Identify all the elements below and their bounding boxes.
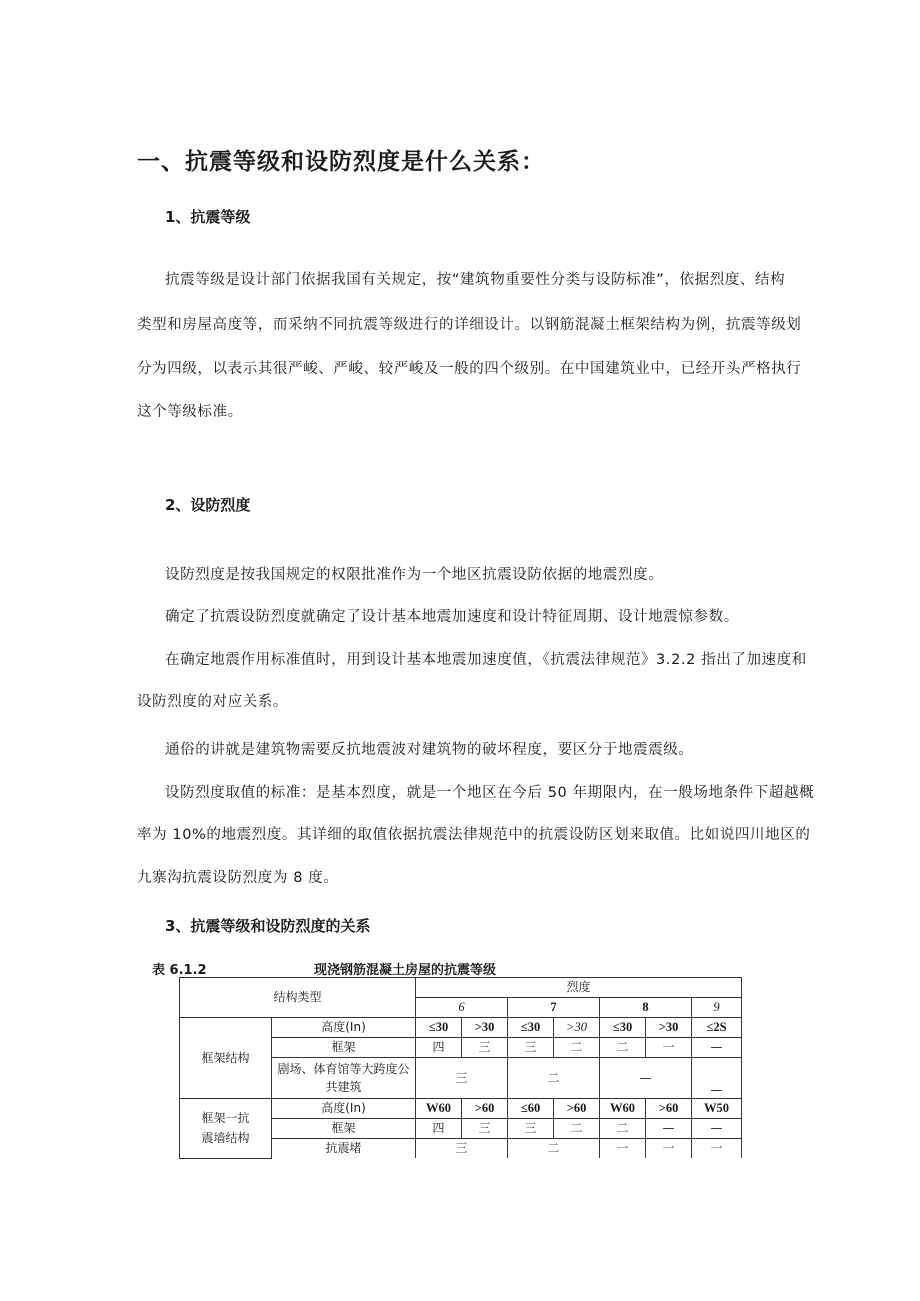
intensity-7: 7 bbox=[508, 998, 600, 1018]
frame-height-cell: >30 bbox=[554, 1018, 600, 1038]
wall-structure-label bbox=[180, 1099, 272, 1159]
wall-frame-label: 框架 bbox=[272, 1119, 416, 1139]
frame-hall-grade: 二 bbox=[508, 1058, 600, 1099]
wall-height-cell: W60 bbox=[416, 1099, 462, 1119]
wall-frame-grade: — bbox=[692, 1119, 742, 1139]
frame-grade-cell: 二 bbox=[554, 1038, 600, 1058]
wall-frame-grade: 二 bbox=[554, 1119, 600, 1139]
section-2-line-7: 率为 10%的地震烈度。其详细的取值依据抗震法律规范中的抗震设防区划来取值。比如说四川地区的 bbox=[137, 827, 811, 843]
section-1-line-1: 抗震等级是设计部门依据我国有关规定，按“建筑物重要性分类与设防标准”，依据烈度、结构 bbox=[165, 272, 786, 288]
frame-grade-cell: 二 bbox=[600, 1038, 646, 1058]
section-1-line-2: 类型和房屋高度等，而采纳不同抗震等级进行的详细设计。以钢筋混凝土框架结构为例，抗震等级划 bbox=[137, 317, 802, 333]
wall-shear-grade: 一 bbox=[646, 1139, 692, 1159]
wall-shear-grade: 二 bbox=[508, 1139, 600, 1159]
section-2-line-2: 确定了抗震设防烈度就确定了设计基本地震加速度和设计特征周期、设计地震惊参数。 bbox=[165, 609, 739, 625]
intensity-8: 8 bbox=[600, 998, 692, 1018]
wall-height-row bbox=[180, 1099, 742, 1119]
frame-height-cell: ≤30 bbox=[508, 1018, 554, 1038]
wall-height-label: 高度(In) bbox=[272, 1099, 416, 1119]
frame-height-cell: ≤30 bbox=[416, 1018, 462, 1038]
frame-grade-cell: 四 bbox=[416, 1038, 462, 1058]
wall-structure-label-line-2: 震墙结构 bbox=[201, 1131, 250, 1146]
frame-height-label: 高度(In) bbox=[272, 1018, 416, 1038]
intensity-6: 6 bbox=[416, 998, 508, 1018]
frame-frame-label: 框架 bbox=[272, 1038, 416, 1058]
wall-shear-grade: 三 bbox=[416, 1139, 508, 1159]
frame-hall-label-line-1: 剧场、体育馆等大跨度公 bbox=[277, 1062, 410, 1076]
section-2-line-1: 设防烈度是按我国规定的权限批准作为一个地区抗震设防依据的地震烈度。 bbox=[165, 567, 664, 583]
frame-structure-label: 框架结构 bbox=[180, 1018, 272, 1099]
section-2-line-6: 设防烈度取值的标准：是基本烈度，就是一个地区在今后 50 年期限内，在一般场地条件下超越概 bbox=[165, 785, 815, 801]
frame-height-cell: >30 bbox=[646, 1018, 692, 1038]
frame-grade-cell: 一 bbox=[646, 1038, 692, 1058]
table-caption: 现浇钢筋混凝土房屋的抗震等级 bbox=[314, 963, 497, 978]
frame-height-cell: ≤30 bbox=[600, 1018, 646, 1038]
frame-height-cell: ≤2S bbox=[692, 1018, 742, 1038]
frame-grade-cell: — bbox=[692, 1038, 742, 1058]
section-1-line-4: 这个等级标准。 bbox=[137, 404, 243, 420]
frame-hall-grade: — bbox=[600, 1058, 692, 1099]
table-label: 表 6.1.2 bbox=[152, 963, 207, 978]
table-header-row-1 bbox=[180, 978, 742, 998]
wall-shear-grade: 一 bbox=[692, 1139, 742, 1159]
frame-hall-label-line-2: 共建筑 bbox=[325, 1080, 362, 1094]
section-2-line-8: 九寨沟抗震设防烈度为 8 度。 bbox=[137, 870, 339, 886]
frame-grade-cell: 三 bbox=[508, 1038, 554, 1058]
wall-frame-grade: 四 bbox=[416, 1119, 462, 1139]
seismic-grade-table bbox=[179, 977, 742, 1159]
wall-height-cell: >60 bbox=[462, 1099, 508, 1119]
section-2-title: 2、设防烈度 bbox=[165, 496, 251, 514]
section-2-line-3: 在确定地震作用标准值时，用到设计基本地震加速度值，《抗震法律规范》3.2.2 指出了加速度和 bbox=[165, 652, 807, 668]
header-structure-type: 结构类型 bbox=[180, 978, 416, 1018]
wall-height-cell: >60 bbox=[554, 1099, 600, 1119]
section-2-line-4: 设防烈度的对应关系。 bbox=[137, 694, 288, 710]
section-2-line-5: 通俗的讲就是建筑物需要反抗地震波对建筑物的破坏程度，要区分于地震震级。 bbox=[165, 742, 694, 758]
frame-hall-label bbox=[272, 1058, 416, 1099]
wall-frame-grade: — bbox=[646, 1119, 692, 1139]
header-intensity: 烈度 bbox=[416, 978, 742, 998]
frame-hall-grade: — bbox=[692, 1058, 742, 1099]
frame-height-row bbox=[180, 1018, 742, 1038]
wall-height-cell: >60 bbox=[646, 1099, 692, 1119]
section-3-title: 3、抗震等级和设防烈度的关系 bbox=[165, 917, 371, 935]
wall-frame-grade: 二 bbox=[600, 1119, 646, 1139]
wall-height-cell: W50 bbox=[692, 1099, 742, 1119]
frame-height-cell: >30 bbox=[462, 1018, 508, 1038]
wall-shear-label: 抗震堵 bbox=[272, 1139, 416, 1159]
wall-height-cell: W60 bbox=[600, 1099, 646, 1119]
frame-grade-cell: 三 bbox=[462, 1038, 508, 1058]
wall-structure-label-line-1: 框架一抗 bbox=[201, 1111, 250, 1126]
frame-hall-grade: 三 bbox=[416, 1058, 508, 1099]
wall-frame-grade: 三 bbox=[508, 1119, 554, 1139]
wall-shear-grade: 一 bbox=[600, 1139, 646, 1159]
wall-frame-grade: 三 bbox=[462, 1119, 508, 1139]
section-1-title: 1、抗震等级 bbox=[165, 208, 251, 226]
intensity-9: 9 bbox=[692, 998, 742, 1018]
wall-height-cell: ≤60 bbox=[508, 1099, 554, 1119]
section-1-line-3: 分为四级，以表示其很严峻、严峻、较严峻及一般的四个级别。在中国建筑业中，已经开头严格执行 bbox=[137, 361, 802, 377]
page-heading: 一、抗震等级和设防烈度是什么关系： bbox=[137, 149, 545, 175]
